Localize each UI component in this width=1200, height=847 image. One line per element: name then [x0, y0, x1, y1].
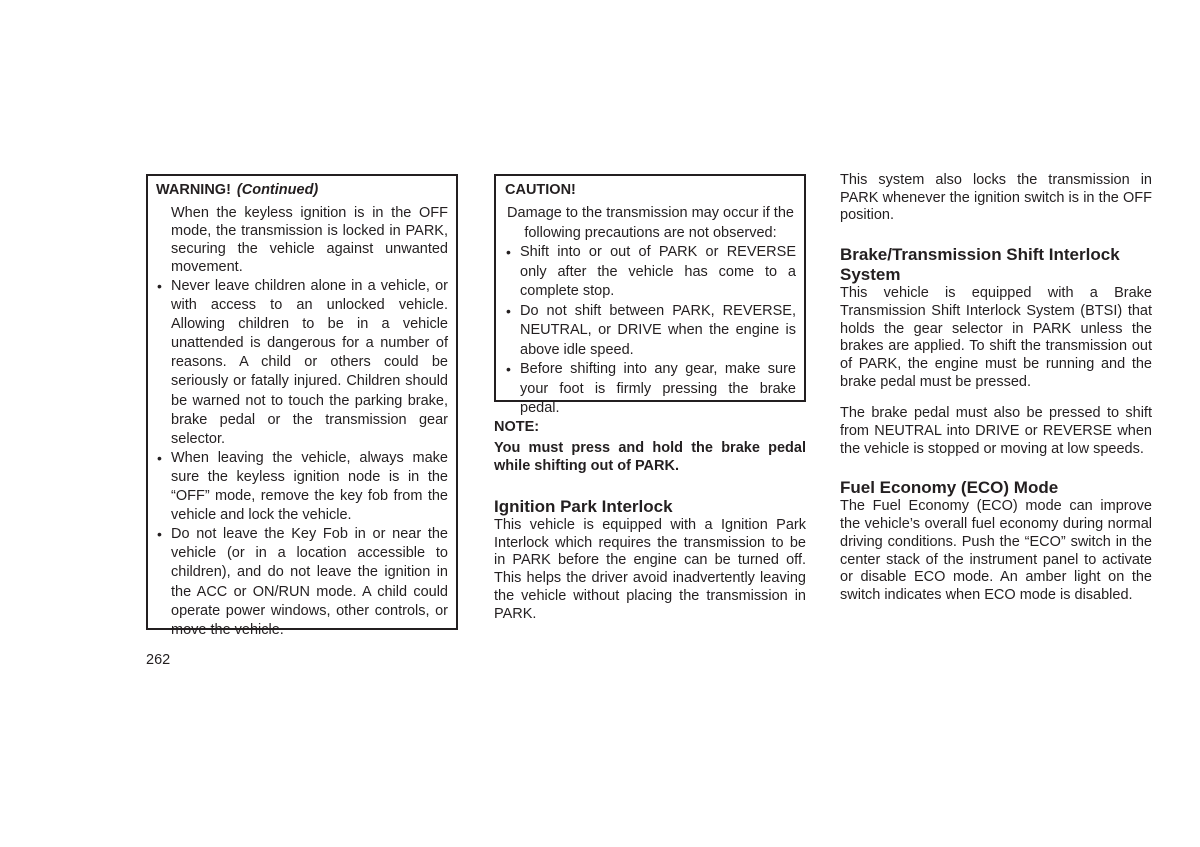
caution-box [494, 174, 806, 416]
note-text: You must press and hold the brake pedal while shifting out of PARK. [494, 440, 806, 474]
warning-box [146, 174, 458, 638]
btsi-paragraph-2: The brake pedal must also be pressed to shift from NEUTRAL into DRIVE or REVERSE when the vehicle is stopped or moving at low speeds. [840, 405, 1152, 457]
warning-title-continued: (Continued) [236, 182, 319, 198]
caution-title: CAUTION! [505, 182, 576, 198]
eco-mode-text: The Fuel Economy (ECO) mode can improve the vehicle’s overall fuel economy during normal driving conditions. Push the “ECO” switch in the center stack of the instrument panel to activate or disable ECO mode. An amber light on the switch indicates when ECO mode is disabled. [840, 498, 1152, 603]
btsi-heading: Brake/Transmission Shift Interlock System [840, 245, 1120, 285]
warning-title: WARNING! (Continued) [156, 182, 319, 198]
right-column-text [840, 172, 1152, 605]
warning-bullet: • When leaving the vehicle, always make sure the keyless ignition node is in the “OFF” mode, remove the key fob from the vehicle and lock the vehicle. [156, 449, 448, 525]
caution-bullet-list [505, 243, 796, 419]
warning-bullet: • Never leave children alone in a vehicle, or with access to an unlocked vehicle. Allowing children to be in a vehicle unattended is dangerous for a number of reasons. A child or others could be seriously or fatally injured. Children should be warned not to touch the parking brake, brake pedal or the transmission gear selector. [156, 277, 448, 449]
caution-intro: Damage to the transmission may occur if the following precautions are not observed: [507, 205, 794, 241]
btsi-paragraph-1: This vehicle is equipped with a Brake Transmission Shift Interlock System (BTSI) that holds the gear selector in PARK unless the brakes are applied. To shift the transmission out of PARK, the engine must be running and the brake pedal must be pressed. [840, 285, 1152, 390]
caution-bullet: • Shift into or out of PARK or REVERSE only after the vehicle has come to a complete stop. [505, 243, 796, 302]
caution-bullet: • Do not shift between PARK, REVERSE, NEUTRAL, or DRIVE when the engine is above idle speed. [505, 302, 796, 361]
caution-bullet: • Before shifting into any gear, make sure your foot is firmly pressing the brake pedal. [505, 360, 796, 419]
middle-column-text [494, 418, 806, 623]
warning-intro: When the keyless ignition is in the OFF mode, the transmission is locked in PARK, securing the vehicle against unwanted movement. [171, 205, 448, 275]
warning-bullet-list [156, 277, 448, 640]
transmission-lock-intro: This system also locks the transmission in PARK whenever the ignition switch is in the OFF position. [840, 172, 1152, 224]
ignition-park-interlock-heading: Ignition Park Interlock [494, 497, 673, 516]
page-number: 262 [146, 652, 171, 668]
eco-mode-heading: Fuel Economy (ECO) Mode [840, 478, 1059, 498]
ignition-park-interlock-text: This vehicle is equipped with a Ignition Park Interlock which requires the transmission to be in PARK before the engine can be turned off. This helps the driver avoid inadvertently leaving the vehicle without placing the transmission in PARK. [494, 517, 806, 622]
warning-bullet: • Do not leave the Key Fob in or near the vehicle (or in a location accessible to children), and do not leave the ignition in the ACC or ON/RUN mode. A child could operate power windows, other controls, or move the vehicle. [156, 525, 448, 640]
note-label: NOTE: [494, 419, 540, 435]
